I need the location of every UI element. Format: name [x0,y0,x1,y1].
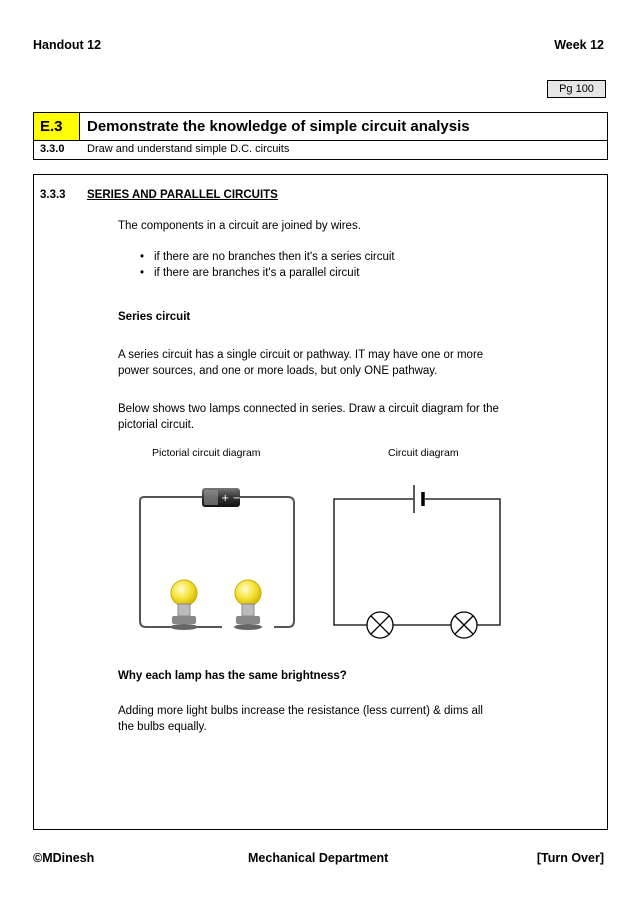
series-heading: Series circuit [118,311,191,323]
answer-line1: Adding more light bulbs increase the resistance (less current) & dims all [118,705,483,717]
series-paragraph-line1: A series circuit has a single circuit or pathway. IT may have one or more [118,349,484,361]
week-label: Week 12 [554,38,604,52]
pictorial-circuit-figure [134,481,304,637]
series-paragraph-line2: power sources, and one or more loads, but only ONE pathway. [118,365,438,377]
cell-symbol-icon [414,485,423,513]
intro-text: The components in a circuit are joined by wires. [118,220,361,232]
topic-title: Demonstrate the knowledge of simple circuit analysis [87,118,470,135]
topic-box [33,112,608,160]
section-code: 3.3.3 [40,189,66,201]
author-credit: ©MDinesh [33,851,95,865]
content-box [33,174,608,830]
task-line2: pictorial circuit. [118,419,195,431]
topic-divider [34,140,607,141]
list-item: • if there are no branches then it's a series circuit [138,249,395,265]
topic-code: E.3 [34,113,80,140]
battery-sign: + − [221,493,241,504]
department-label: Mechanical Department [248,851,389,865]
subtopic-code: 3.3.0 [40,143,65,155]
light-bulb-icon [234,580,262,630]
subtopic-title: Draw and understand simple D.C. circuits [87,143,290,155]
answer-line2: the bulbs equally. [118,721,207,733]
turn-over-label: [Turn Over] [536,851,604,865]
bullet-list [138,249,395,281]
handout-label: Handout 12 [33,38,102,52]
pictorial-label: Pictorial circuit diagram [152,447,261,459]
lamp-symbol-icon [451,612,477,638]
section-heading: SERIES AND PARALLEL CIRCUITS [87,189,278,201]
task-line1: Below shows two lamps connected in series. Draw a circuit diagram for the [118,403,499,415]
battery-icon [202,488,241,507]
circuit-label: Circuit diagram [388,447,459,459]
circuit-diagram-figure [330,481,506,641]
light-bulb-icon [170,580,198,630]
question-heading: Why each lamp has the same brightness? [118,670,347,682]
page-number: Pg 100 [547,80,606,98]
list-item: • if there are branches it's a parallel circuit [138,265,395,281]
lamp-symbol-icon [367,612,393,638]
